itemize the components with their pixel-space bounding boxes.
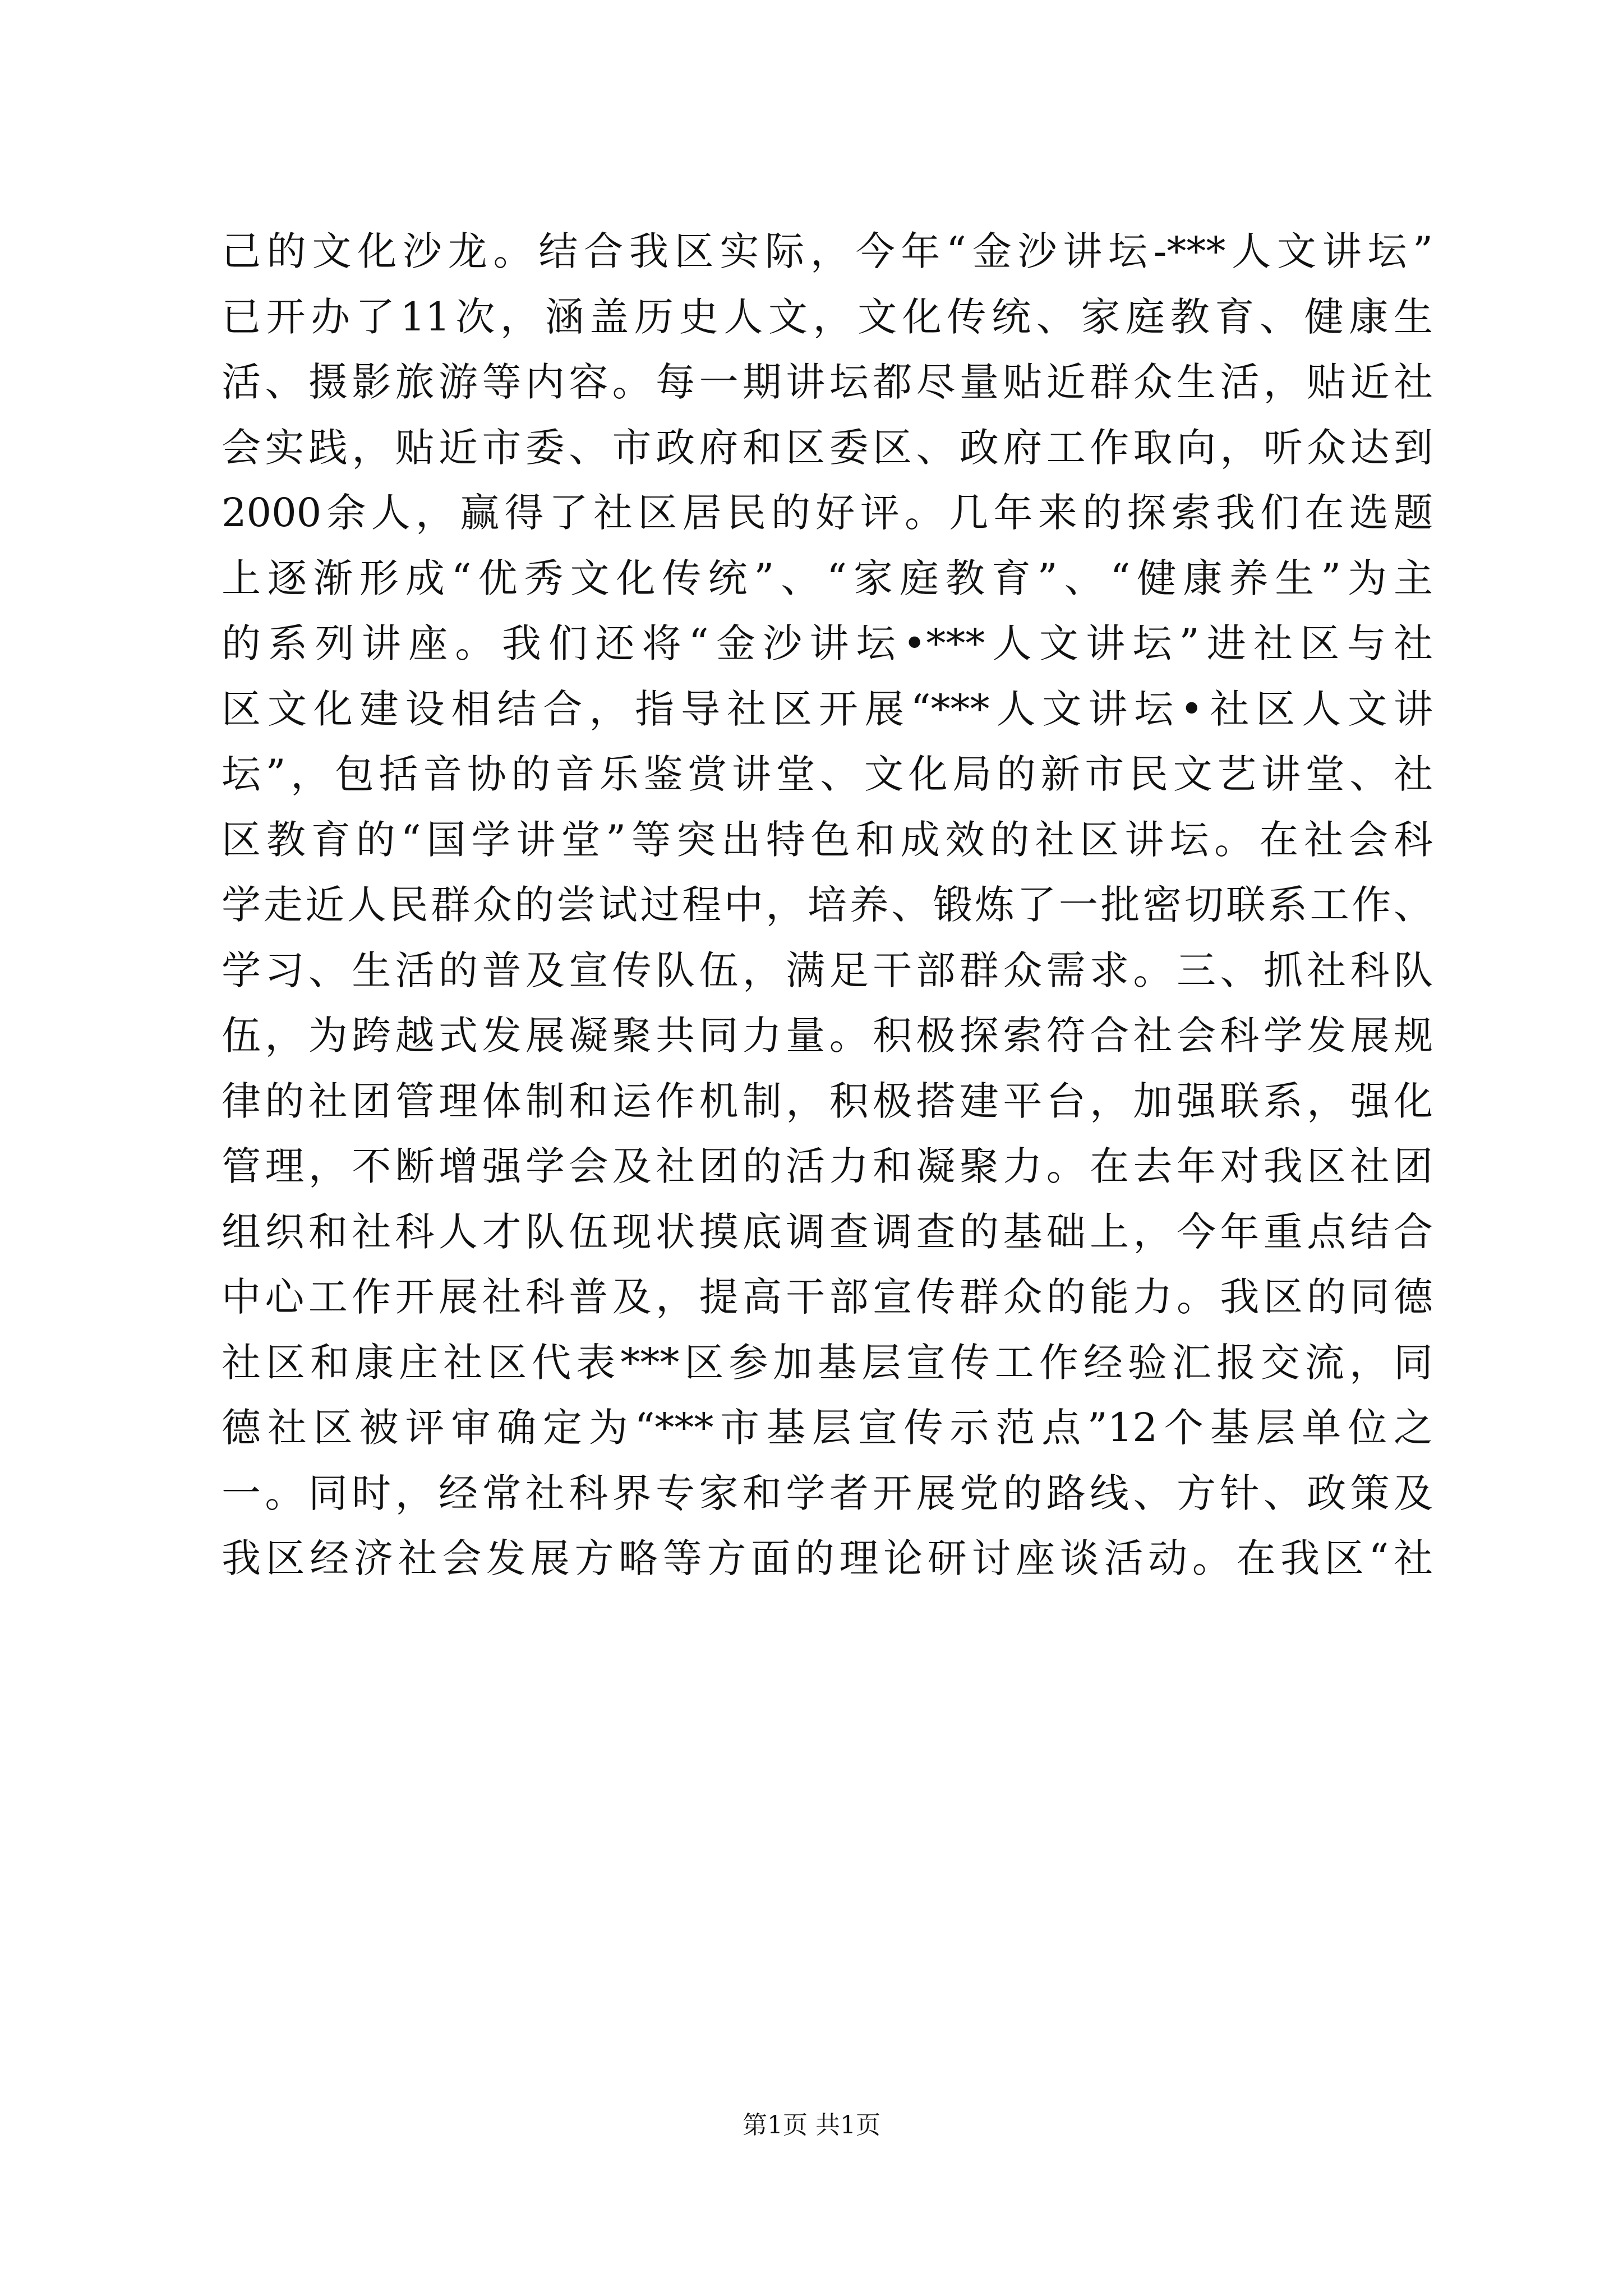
body-text: [222, 219, 1433, 1591]
text-line: 管理，不断增强学会及社团的活力和凝聚力。在去年对我区社团: [222, 1143, 1433, 1189]
text-line: 中心工作开展社科普及，提高干部宣传群众的能力。我区的同德: [222, 1274, 1433, 1320]
text-line: 律的社团管理体制和运作机制，积极搭建平台，加强联系，强化: [222, 1078, 1433, 1124]
text-line: 坛”，包括音协的音乐鉴赏讲堂、文化局的新市民文艺讲堂、社: [222, 751, 1433, 797]
text-line: 我区经济社会发展方略等方面的理论研讨座谈活动。在我区“社: [222, 1535, 1433, 1581]
text-line: 上逐渐形成“优秀文化传统”、“家庭教育”、“健康养生”为主: [222, 555, 1433, 601]
text-line: 德社区被评审确定为“***市基层宣传示范点”12个基层单位之: [222, 1405, 1433, 1451]
text-line: 2000余人，赢得了社区居民的好评。几年来的探索我们在选题: [222, 490, 1433, 536]
text-line: 己的文化沙龙。结合我区实际，今年“金沙讲坛-***人文讲坛”: [222, 228, 1433, 274]
text-line: 伍，为跨越式发展凝聚共同力量。积极探索符合社会科学发展规: [222, 1013, 1433, 1059]
text-line: 已开办了11次，涵盖历史人文，文化传统、家庭教育、健康生: [222, 293, 1433, 340]
text-line: 区文化建设相结合，指导社区开展“***人文讲坛•社区人文讲: [222, 685, 1433, 732]
text-line: 会实践，贴近市委、市政府和区委区、政府工作取向，听众达到: [222, 424, 1433, 471]
text-line: 一。同时，经常社科界专家和学者开展党的路线、方针、政策及: [222, 1470, 1433, 1516]
text-line: 的系列讲座。我们还将“金沙讲坛•***人文讲坛”进社区与社: [222, 620, 1433, 666]
text-line: 社区和康庄社区代表***区参加基层宣传工作经验汇报交流，同: [222, 1339, 1433, 1386]
text-line: 学习、生活的普及宣传队伍，满足干部群众需求。三、抓社科队: [222, 947, 1433, 993]
page-footer: 第1页 共1页: [743, 2111, 880, 2139]
text-line: 区教育的“国学讲堂”等突出特色和成效的社区讲坛。在社会科: [222, 816, 1433, 863]
text-line: 组织和社科人才队伍现状摸底调查调查的基础上，今年重点结合: [222, 1208, 1433, 1255]
text-line: 学走近人民群众的尝试过程中，培养、锻炼了一批密切联系工作、: [222, 882, 1433, 928]
text-line: 活、摄影旅游等内容。每一期讲坛都尽量贴近群众生活，贴近社: [222, 359, 1433, 405]
